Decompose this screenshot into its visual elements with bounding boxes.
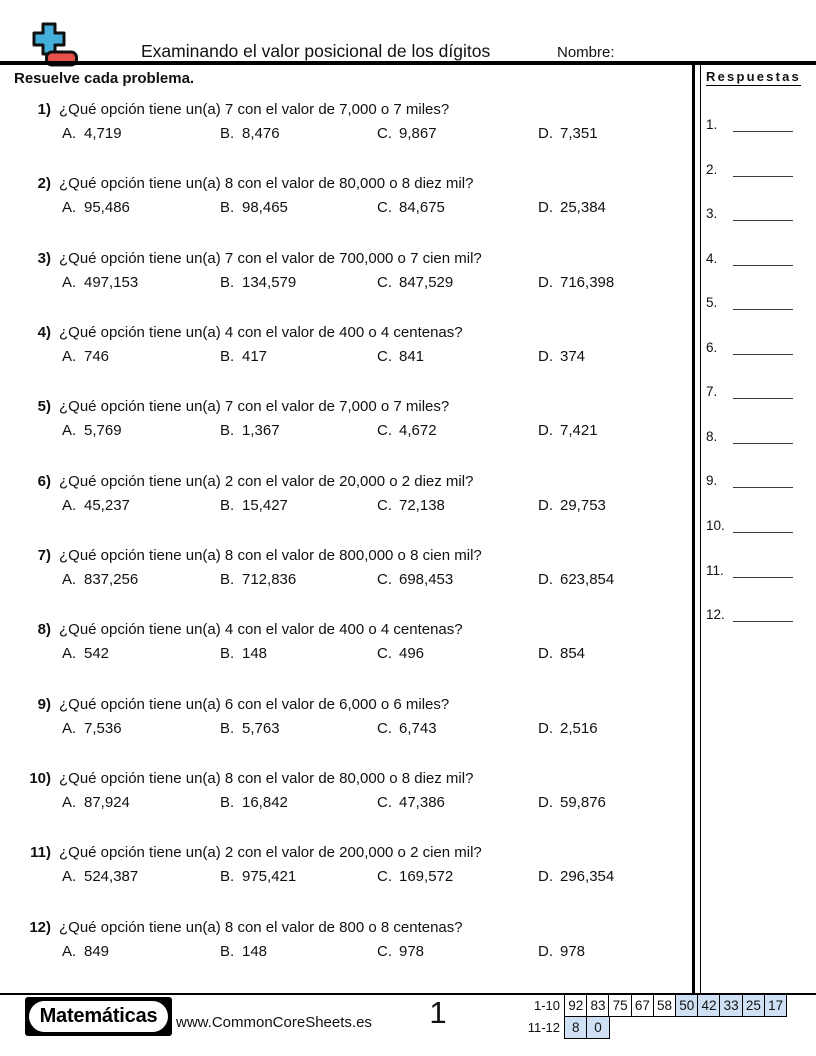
problem-number: 2) [37,175,51,193]
option-value: 841 [399,348,425,366]
plus-icon [34,24,64,54]
problem-question: ¿Qué opción tiene un(a) 2 con el valor de 200,000 o 2 cien mil? [59,844,482,862]
option-c [377,496,445,515]
answers-column-divider-inner [700,62,701,994]
option-b [220,867,296,886]
option-d [538,793,606,812]
option-value: 296,354 [560,868,615,886]
answer-number: 7. [706,384,718,400]
option-d [538,273,614,292]
option-value: 698,453 [399,571,454,589]
option-letter: D. [538,645,553,663]
option-b [220,198,288,217]
problem-number: 12) [29,918,51,936]
option-d [538,421,598,440]
option-letter: A. [62,422,77,440]
answer-slot [706,117,798,137]
option-value: 87,924 [84,794,130,812]
answer-slot [706,607,798,627]
answer-number: 6. [706,339,718,355]
answer-number: 5. [706,295,718,311]
problem-block [0,695,690,769]
option-letter: D. [538,199,553,217]
option-value: 497,153 [84,273,139,291]
option-value: 25,384 [560,199,606,217]
option-letter: B. [220,571,235,589]
answer-slot [706,429,798,449]
option-value: 148 [242,645,268,663]
option-value: 45,237 [84,496,130,514]
option-letter: B. [220,199,235,217]
option-value: 7,351 [560,125,598,142]
problem-block [0,323,690,397]
answer-slot [706,384,798,404]
option-value: 716,398 [560,273,615,291]
answer-slot [706,162,798,182]
option-b [220,347,267,366]
option-value: 72,138 [399,496,445,514]
option-letter: A. [62,348,77,366]
answers-heading: Respuestas [706,69,801,84]
option-letter: B. [220,794,235,812]
problem-number: 6) [37,472,51,490]
option-value: 1,367 [242,422,280,440]
answer-number: 11. [706,562,724,578]
name-label: Nombre: [557,44,615,61]
option-value: 98,465 [242,199,288,217]
problem-question: ¿Qué opción tiene un(a) 8 con el valor de 800,000 o 8 cien mil? [59,547,482,565]
option-value: 4,719 [84,125,122,142]
problem-question: ¿Qué opción tiene un(a) 8 con el valor de 800 o 8 centenas? [59,918,463,936]
option-value: 7,421 [560,422,598,440]
option-b [220,719,280,738]
option-value: 746 [84,348,110,366]
website-url: www.CommonCoreSheets.es [176,1014,372,1031]
option-letter: B. [220,496,235,514]
option-letter: A. [62,571,77,589]
option-d [538,942,585,961]
option-letter: C. [377,273,392,291]
score-cell: 83 [586,994,610,1017]
option-a [62,570,138,589]
problem-number: 10) [29,770,51,788]
option-c [377,198,445,217]
option-d [538,644,585,663]
option-a [62,496,130,515]
option-value: 5,769 [84,422,122,440]
option-letter: D. [538,273,553,291]
option-letter: D. [538,496,553,514]
option-a [62,347,109,366]
option-letter: B. [220,942,235,960]
page-title: Examinando el valor posicional de los dígitos [141,41,491,61]
option-d [538,719,598,738]
answer-blank-line[interactable] [733,354,793,355]
problem-question: ¿Qué opción tiene un(a) 8 con el valor de 80,000 o 8 diez mil? [59,175,474,193]
option-letter: B. [220,348,235,366]
answer-slot [706,518,798,538]
option-letter: D. [538,571,553,589]
option-value: 2,516 [560,719,598,737]
option-c [377,644,424,663]
score-row-label: 1-10 [533,998,560,1013]
option-letter: A. [62,942,77,960]
score-cell: 8 [564,1016,588,1039]
answer-blank-line[interactable] [733,220,793,221]
problem-block [0,843,690,917]
option-letter: A. [62,496,77,514]
option-value: 542 [84,645,110,663]
score-cell: 25 [742,994,766,1017]
answer-blank-line[interactable] [733,176,793,177]
answer-slot [706,563,798,583]
score-cell: 42 [697,994,721,1017]
problem-block [0,546,690,620]
score-cell: 75 [608,994,632,1017]
option-value: 8,476 [242,125,280,142]
option-value: 496 [399,645,425,663]
answer-blank-line[interactable] [733,621,793,622]
option-value: 374 [560,348,586,366]
option-a [62,198,130,217]
option-value: 837,256 [84,571,139,589]
option-value: 5,763 [242,719,280,737]
answer-number: 2. [706,161,718,177]
answer-blank-line[interactable] [733,577,793,578]
problem-block [0,918,690,992]
problem-block [0,100,690,174]
problem-number: 4) [37,324,51,342]
answer-blank-line[interactable] [733,265,793,266]
option-letter: D. [538,719,553,737]
score-cell: 67 [631,994,655,1017]
answer-number: 1. [706,117,718,132]
answer-blank-line[interactable] [733,487,793,488]
option-c [377,719,437,738]
score-cell: 92 [564,994,588,1017]
answer-blank-line[interactable] [733,131,793,132]
option-value: 6,743 [399,719,437,737]
score-row [498,994,787,1017]
problem-number: 11) [30,844,51,862]
score-table [498,994,787,1039]
answer-slot [706,206,798,226]
option-c [377,570,453,589]
option-letter: B. [220,719,235,737]
option-c [377,124,437,143]
score-cell: 50 [675,994,699,1017]
option-letter: B. [220,125,235,142]
option-letter: A. [62,273,77,291]
problem-number: 5) [37,398,51,416]
score-row [498,1016,787,1039]
option-letter: D. [538,942,553,960]
option-b [220,793,288,812]
problem-block [0,620,690,694]
option-b [220,421,280,440]
problem-block [0,472,690,546]
option-letter: B. [220,422,235,440]
option-d [538,570,614,589]
instruction-text: Resuelve cada problema. [14,70,195,87]
option-value: 84,675 [399,199,445,217]
option-letter: A. [62,719,77,737]
option-c [377,867,453,886]
option-letter: C. [377,422,392,440]
answer-blank-line[interactable] [733,443,793,444]
option-value: 712,836 [242,571,297,589]
option-d [538,496,606,515]
option-b [220,942,267,961]
problem-question: ¿Qué opción tiene un(a) 7 con el valor de 7,000 o 7 miles? [59,101,450,118]
option-value: 849 [84,942,110,960]
answer-number: 9. [706,473,718,489]
option-letter: C. [377,125,392,142]
brand-badge [25,997,172,1036]
option-letter: A. [62,199,77,217]
option-value: 29,753 [560,496,606,514]
option-value: 623,854 [560,571,615,589]
option-letter: B. [220,645,235,663]
option-d [538,347,585,366]
brand-name: Matemáticas [39,1005,158,1027]
score-cell: 0 [586,1016,610,1039]
problem-number: 8) [37,621,51,639]
brand-badge-pill [29,1001,168,1032]
option-letter: B. [220,868,235,886]
answer-number: 10. [706,517,725,533]
option-value: 134,579 [242,273,297,291]
option-letter: A. [62,868,77,886]
option-c [377,793,445,812]
problem-question: ¿Qué opción tiene un(a) 7 con el valor de 700,000 o 7 cien mil? [59,249,482,267]
option-value: 16,842 [242,794,288,812]
problem-number: 7) [37,547,51,565]
option-value: 95,486 [84,199,130,217]
option-letter: C. [377,348,392,366]
option-a [62,421,122,440]
problem-question: ¿Qué opción tiene un(a) 2 con el valor de 20,000 o 2 diez mil? [59,472,474,490]
problem-block [0,174,690,248]
option-d [538,198,606,217]
option-letter: D. [538,348,553,366]
problems-list [0,100,690,992]
option-letter: B. [220,273,235,291]
page-number: 1 [429,995,447,1030]
score-cell: 58 [653,994,677,1017]
option-value: 978 [399,942,425,960]
answer-number: 12. [706,607,725,623]
option-value: 524,387 [84,868,139,886]
option-letter: A. [62,125,77,142]
option-letter: C. [377,496,392,514]
option-value: 4,672 [399,422,437,440]
option-value: 59,876 [560,794,606,812]
option-letter: D. [538,868,553,886]
answer-blank-line[interactable] [733,309,793,310]
option-letter: C. [377,942,392,960]
option-value: 417 [242,348,268,366]
option-a [62,942,109,961]
option-b [220,644,267,663]
option-b [220,570,296,589]
problem-number: 1) [37,101,51,118]
answer-blank-line[interactable] [733,398,793,399]
option-value: 169,572 [399,868,454,886]
option-c [377,273,453,292]
option-letter: C. [377,645,392,663]
option-letter: D. [538,794,553,812]
option-c [377,421,437,440]
option-b [220,124,280,143]
problem-question: ¿Qué opción tiene un(a) 6 con el valor de 6,000 o 6 miles? [59,695,450,713]
option-letter: C. [377,868,392,886]
problem-question: ¿Qué opción tiene un(a) 8 con el valor de 80,000 o 8 diez mil? [59,770,474,788]
problem-question: ¿Qué opción tiene un(a) 4 con el valor de 400 o 4 centenas? [59,621,463,639]
option-d [538,124,598,143]
option-a [62,273,138,292]
score-cell: 17 [764,994,788,1017]
answer-number: 8. [706,428,718,444]
answers-column-divider [692,62,695,994]
score-cell: 33 [719,994,743,1017]
option-letter: C. [377,571,392,589]
option-letter: C. [377,199,392,217]
option-a [62,793,130,812]
option-a [62,867,138,886]
option-value: 9,867 [399,125,437,142]
answer-number: 3. [706,206,718,222]
option-b [220,273,296,292]
answer-blank-line[interactable] [733,532,793,533]
problem-block [0,249,690,323]
option-value: 47,386 [399,794,445,812]
problem-question: ¿Qué opción tiene un(a) 7 con el valor de 7,000 o 7 miles? [59,398,450,416]
option-letter: D. [538,125,553,142]
answer-number: 4. [706,250,718,266]
option-a [62,124,122,143]
option-b [220,496,288,515]
option-value: 854 [560,645,586,663]
option-value: 975,421 [242,868,297,886]
problem-block [0,769,690,843]
problem-question: ¿Qué opción tiene un(a) 4 con el valor de 400 o 4 centenas? [59,324,463,342]
problem-number: 9) [37,695,51,713]
answer-slot [706,473,798,493]
option-value: 7,536 [84,719,122,737]
option-a [62,719,122,738]
option-letter: A. [62,794,77,812]
answer-slot [706,251,798,271]
option-value: 148 [242,942,268,960]
problem-number: 3) [37,249,51,267]
score-row-label: 11-12 [527,1019,560,1035]
option-c [377,347,424,366]
option-c [377,942,424,961]
option-value: 847,529 [399,273,454,291]
option-a [62,644,109,663]
option-letter: C. [377,719,392,737]
option-value: 978 [560,942,586,960]
option-letter: D. [538,422,553,440]
option-letter: C. [377,794,392,812]
answer-slot [706,340,798,360]
answer-slot [706,295,798,315]
option-value: 15,427 [242,496,288,514]
option-letter: A. [62,645,77,663]
option-d [538,867,614,886]
problem-block [0,397,690,471]
